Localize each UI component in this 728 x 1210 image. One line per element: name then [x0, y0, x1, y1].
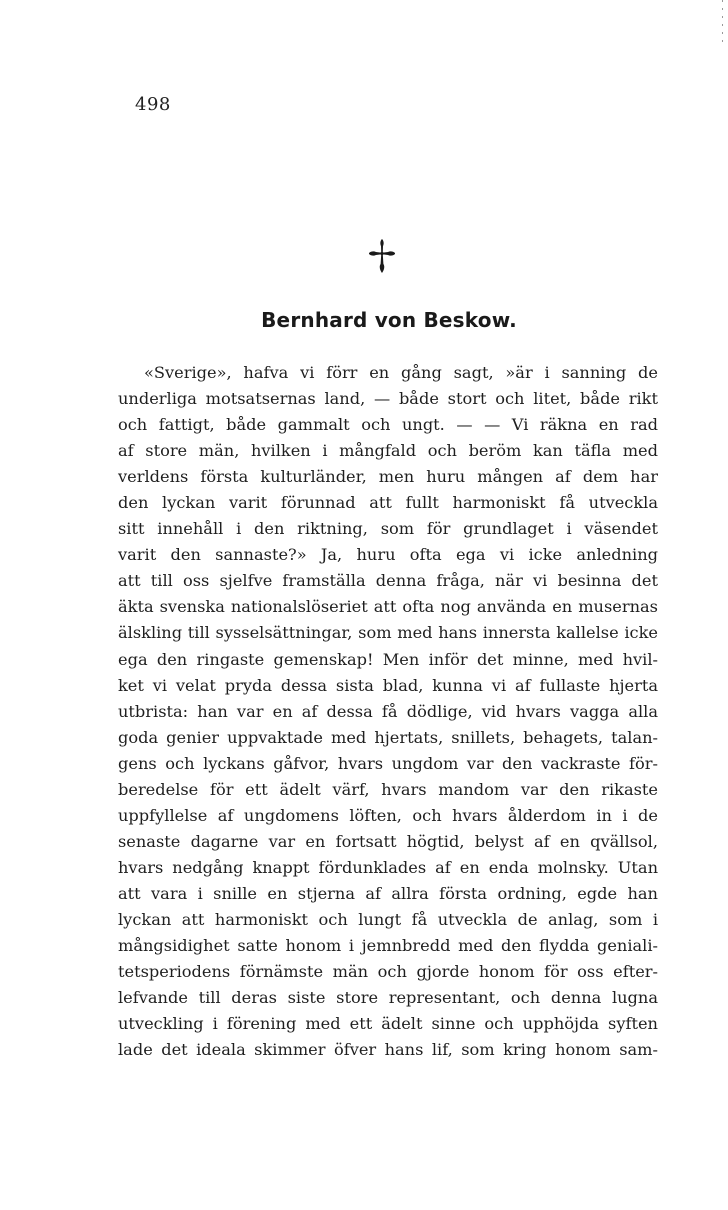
text-line: verldens första kulturländer, men huru mången af dem har [118, 467, 658, 487]
page-number: 498 [135, 94, 171, 115]
text-line: utbrista: han var en af dessa få dödlige, vid hvars vagga alla [118, 701, 658, 721]
text-line: och fattigt, både gammalt och ungt. — — Vi räkna en rad [118, 415, 658, 435]
text-line: tetsperiodens förnämste män och gjorde honom för oss efter- [118, 962, 658, 982]
scan-edge-marks [722, 0, 724, 60]
text-line: mångsidighet satte honom i jemnbredd med den flydda geniali- [118, 936, 658, 956]
text-line: äkta svenska nationalslöseriet att ofta nog använda en musernas [118, 597, 658, 617]
text-line: lade det ideala skimmer öfver hans lif, som kring honom sam- [118, 1040, 658, 1060]
text-line: ega den ringaste gemenskap! Men inför det minne, med hvil- [118, 649, 658, 669]
text-line: sitt innehåll i den riktning, som för grundlaget i väsendet [118, 519, 658, 539]
text-line: uppfyllelse af ungdomens löften, och hvars ålderdom in i de [118, 805, 658, 825]
text-line: «Sverige», hafva vi förr en gång sagt, »är i sanning de [144, 363, 658, 382]
text-line: gens och lyckans gåfvor, hvars ungdom var den vackraste för- [118, 753, 658, 773]
text-line: utveckling i förening med ett ädelt sinne och upphöjda syften [118, 1014, 658, 1034]
text-line: underliga motsatsernas land, — både stort och litet, både rikt [118, 389, 658, 409]
text-line: lefvande till deras siste store representant, och denna lugna [118, 988, 658, 1008]
chapter-title: Bernhard von Beskow. [261, 308, 517, 332]
text-line: hvars nedgång knappt fördunklades af en enda molnsky. Utan [118, 857, 658, 877]
text-line: senaste dagarne var en fortsatt högtid, belyst af en qvällsol, [118, 831, 658, 851]
body-text [118, 360, 658, 1063]
cross-ornament-icon [368, 238, 396, 274]
text-line: älskling till sysselsättningar, som med hans innersta kallelse icke [118, 623, 658, 643]
text-line: af store män, hvilken i mångfald och beröm kan täfla med [118, 441, 658, 461]
text-line: goda genier uppvaktade med hjertats, snillets, behagets, talan- [118, 727, 658, 747]
text-line: ket vi velat pryda dessa sista blad, kunna vi af fullaste hjerta [118, 675, 658, 695]
text-line: beredelse för ett ädelt värf, hvars mandom var den rikaste [118, 779, 658, 799]
text-line: den lyckan varit förunnad att fullt harmoniskt få utveckla [118, 493, 658, 513]
text-line: att till oss sjelfve framställa denna fråga, när vi besinna det [118, 571, 658, 591]
text-line: lyckan att harmoniskt och lungt få utveckla de anlag, som i [118, 909, 658, 929]
text-line: varit den sannaste?» Ja, huru ofta ega vi icke anledning [118, 545, 658, 565]
text-line: att vara i snille en stjerna af allra första ordning, egde han [118, 883, 658, 903]
